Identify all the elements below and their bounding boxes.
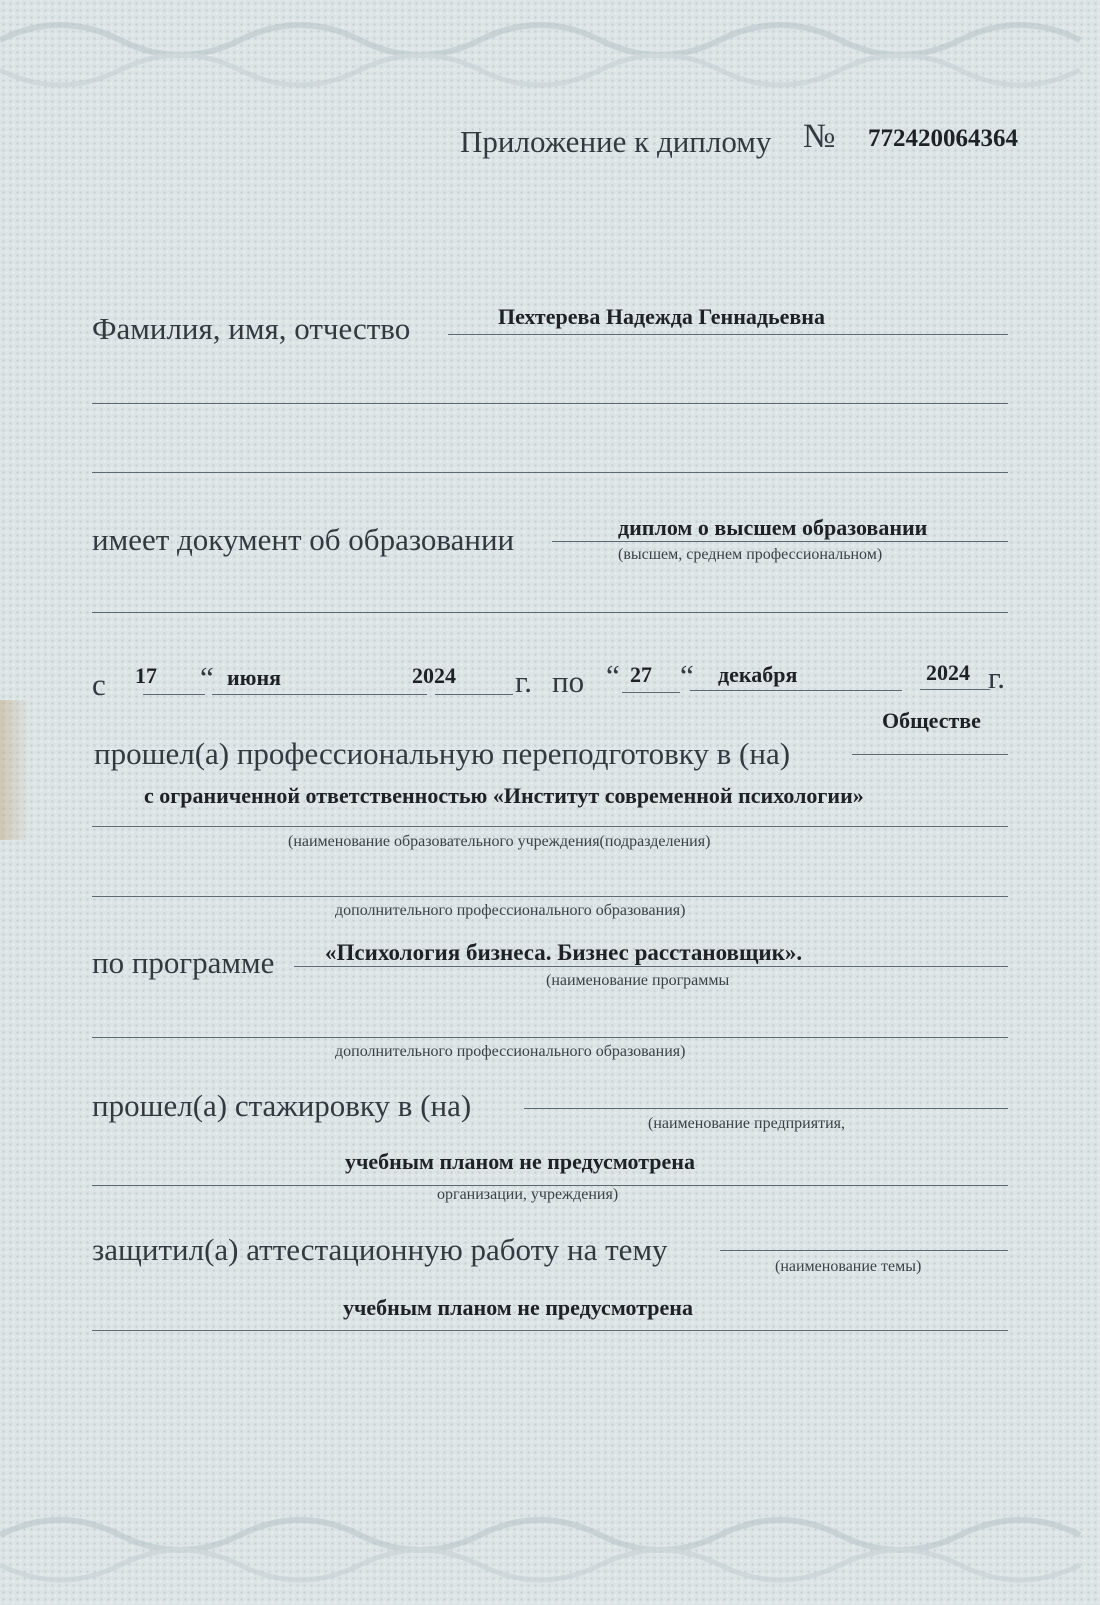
from-year-line <box>435 694 513 695</box>
number-sign: № <box>803 118 836 155</box>
to-month-line <box>690 690 902 691</box>
program-value: «Психология бизнеса. Бизнес расстановщик». <box>325 940 803 965</box>
internship-line <box>524 1108 1008 1109</box>
attestation-hint: (наименование темы) <box>775 1258 922 1275</box>
period-to-suffix: г. <box>988 660 1005 695</box>
program-label: по программе <box>92 945 275 980</box>
period-to-quote-open: “ <box>606 658 620 693</box>
program-hint1: (наименование программы <box>546 972 730 989</box>
education-doc-line <box>552 541 1008 542</box>
period-from-day: 17 <box>135 663 157 688</box>
fio-label: Фамилия, имя, отчество <box>92 311 411 346</box>
diploma-number: 772420064364 <box>868 125 1018 152</box>
retraining-value-line1: Обществе <box>882 708 981 733</box>
retraining-label: прошел(а) профессиональную переподготовку в (на) <box>94 736 791 771</box>
page-fold-shadow <box>0 700 30 840</box>
retraining-line-1 <box>852 754 1008 755</box>
education-doc-label: имеет документ об образовании <box>92 522 515 557</box>
retraining-hint1: (наименование образовательного учреждения(подразделения) <box>288 833 711 850</box>
period-to-month: декабря <box>718 662 798 687</box>
from-day-line <box>143 694 205 695</box>
from-month-line <box>212 694 427 695</box>
program-hint2: дополнительного профессионального образования) <box>335 1043 686 1060</box>
supplement-title: Приложение к диплому <box>460 124 772 159</box>
period-from-prefix: с <box>92 667 106 702</box>
program-line <box>294 966 1008 967</box>
education-doc-value: диплом о высшем образовании <box>618 515 928 540</box>
period-from-suffix: г. <box>515 664 532 699</box>
period-from-month: июня <box>227 665 282 690</box>
period-to-prefix: по <box>552 664 585 699</box>
internship-value: учебным планом не предусмотрена <box>345 1149 695 1174</box>
period-from-year: 2024 <box>412 663 456 688</box>
top-ornament <box>0 0 1100 110</box>
period-to-year: 2024 <box>926 660 970 685</box>
period-to-quote-close: “ <box>680 658 694 693</box>
internship-hint2: организации, учреждения) <box>437 1186 619 1203</box>
period-from-quote: “ <box>200 660 214 695</box>
education-doc-hint: (высшем, среднем профессиональном) <box>618 546 883 563</box>
blank-line-1 <box>92 403 1008 404</box>
fio-line <box>448 334 1008 335</box>
to-year-line <box>920 689 990 690</box>
retraining-line-3 <box>92 896 1008 897</box>
bottom-ornament <box>0 1495 1100 1605</box>
program-line-2 <box>92 1037 1008 1038</box>
attestation-value: учебным планом не предусмотрена <box>343 1295 693 1320</box>
to-day-line <box>622 692 680 693</box>
period-to-day: 27 <box>630 662 652 687</box>
internship-hint1: (наименование предприятия, <box>648 1115 846 1132</box>
retraining-value-line2: с ограниченной ответственностью «Институт современной психологии» <box>144 783 864 808</box>
fio-value: Пехтерева Надежда Геннадьевна <box>498 304 825 329</box>
attestation-label: защитил(а) аттестационную работу на тему <box>92 1232 668 1267</box>
attestation-line-2 <box>92 1330 1008 1331</box>
retraining-line-2 <box>92 826 1008 827</box>
retraining-hint2: дополнительного профессионального образования) <box>335 902 686 919</box>
attestation-line <box>720 1250 1008 1251</box>
blank-line-3 <box>92 612 1008 613</box>
internship-label: прошел(а) стажировку в (на) <box>92 1088 472 1123</box>
blank-line-2 <box>92 472 1008 473</box>
